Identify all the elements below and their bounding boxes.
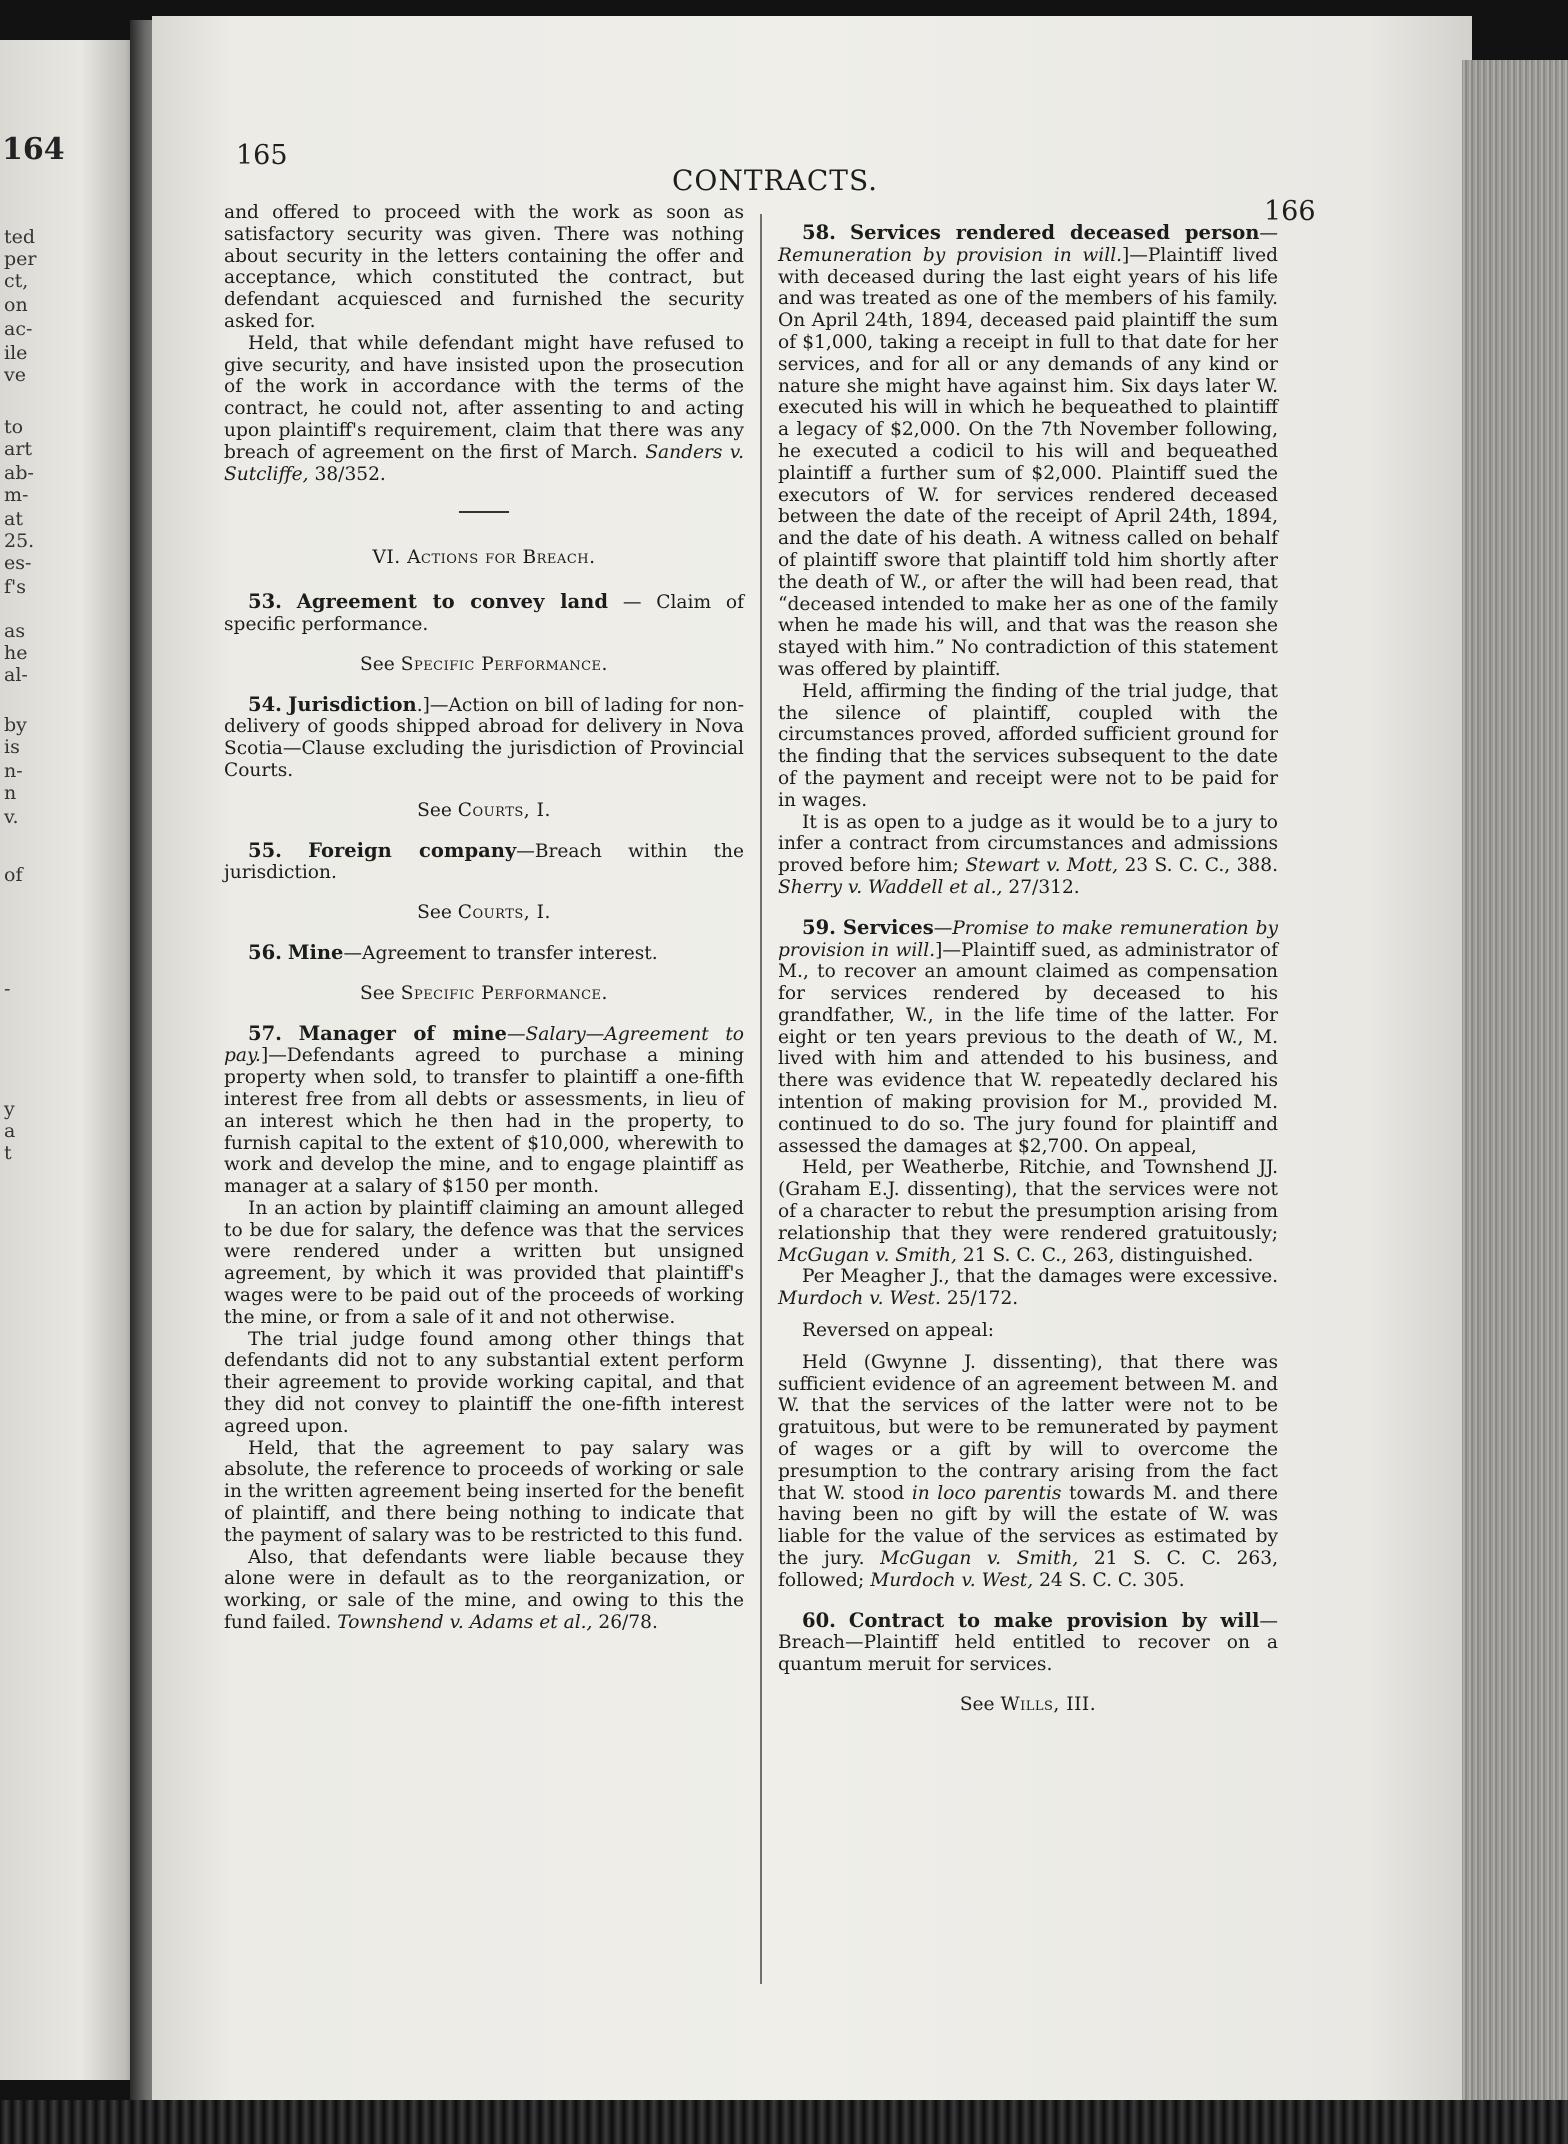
- margin-fragment: is: [4, 736, 20, 758]
- entry-text: —Breach within the jurisdiction.: [224, 840, 744, 884]
- margin-fragment: ve: [4, 364, 26, 386]
- case-name: Sanders v. Sutcliffe,: [224, 441, 744, 485]
- entry-heading: Services: [842, 915, 934, 939]
- page-number-right: 166: [1264, 196, 1316, 227]
- entry-number: 55.: [248, 838, 282, 862]
- section-rule: [459, 511, 509, 513]
- left-facing-page-number: 164: [2, 132, 65, 167]
- entry-text: —Breach—Plaintiff held entitled to recover on a quantum meruit for services.: [778, 1610, 1279, 1676]
- entry-59-paragraph-2: [778, 1157, 1278, 1266]
- case-name: Townshend v. Adams et al.,: [337, 1612, 593, 1634]
- entry-59-paragraph-5: [778, 1352, 1278, 1592]
- section-heading: VI. Actions for Breach.: [372, 547, 596, 569]
- entry-heading: Foreign company: [308, 838, 517, 862]
- margin-fragment: art: [4, 438, 33, 460]
- margin-fragment: ted: [4, 226, 36, 248]
- margin-fragment: he: [4, 642, 28, 664]
- entry-text: ]—Defendants agreed to purchase a mining property when sold, to transfer to plaintiff a one-fifth interest free from all debts or assessments, in lieu of an interest which he then had in the property, to furnish capital to the extent of $10,000, wherewith to work and develop the mine, and to engage plaintiff as manager at a salary of $150 per month.: [224, 1045, 744, 1198]
- case-citation: 21 S. C. C., 263, distinguished.: [962, 1244, 1254, 1266]
- case-citation: 27/312.: [1008, 876, 1080, 898]
- paragraph-text: Also, that defendants were liable because they alone were in default as to the reorganization, or working, or sale of the mine, and owing to this the fund failed.: [224, 1546, 744, 1634]
- latin-phrase: in loco parentis: [911, 1482, 1062, 1504]
- see-reference: Wills, III.: [1000, 1694, 1097, 1715]
- entry-heading: Jurisdiction: [288, 692, 417, 716]
- entry-heading: Mine: [287, 940, 344, 964]
- margin-fragment: n-: [4, 760, 23, 782]
- case-citation: 38/352.: [314, 463, 386, 485]
- entry-59-paragraph-4: Reversed on appeal:: [802, 1320, 995, 1342]
- margin-fragment: f's: [4, 576, 27, 598]
- paragraph-text: towards M. and there having been no gift by will the estate of W. was liable for the value of the services as estimated by the jury.: [778, 1482, 1278, 1570]
- entry-55: [224, 840, 744, 885]
- paragraph-text: Held, per Weatherbe, Ritchie, and Townshend JJ. (Graham E.J. dissenting), that the services were not of a character to rebut the presumption arising from relationship that they were rendered gratuitously;: [778, 1157, 1278, 1244]
- entry-number: 54.: [248, 692, 282, 716]
- cross-reference: [778, 1694, 1278, 1716]
- margin-fragment: es-: [4, 552, 32, 574]
- margin-fragment: v.: [4, 806, 19, 828]
- case-name: McGugan v. Smith,: [778, 1244, 957, 1266]
- margin-fragment: y: [4, 1098, 15, 1120]
- margin-fragment: ct,: [4, 270, 29, 292]
- margin-fragment: on: [4, 294, 28, 316]
- entry-59-paragraph-3: [778, 1266, 1278, 1310]
- margin-fragment: al-: [4, 664, 28, 686]
- entry-number: 57.: [248, 1021, 282, 1045]
- cross-reference: [224, 800, 744, 822]
- margin-fragment: m-: [4, 484, 29, 506]
- case-citation: 25/172.: [946, 1288, 1019, 1310]
- page-number-left: 165: [236, 140, 288, 171]
- entry-57-paragraph-2: In an action by plaintiff claiming an amount alleged to be due for salary, the defence was that the services were rendered under a written but unsigned agreement, by which it was provided that plaintiff's wages were to be paid out of the proceeds of working the mine, or from a sale of it and not otherwise.: [224, 1197, 744, 1328]
- running-title: CONTRACTS.: [672, 164, 879, 197]
- entry-57-paragraph-4: Held, that the agreement to pay salary was absolute, the reference to proceeds of working or sale in the written agreement being inserted for the benefit of plaintiff, and there being nothing to indicate that the payment of salary was to be restricted to this fund.: [224, 1437, 744, 1546]
- margin-fragment: as: [4, 620, 26, 642]
- see-reference: Courts, I.: [457, 902, 551, 924]
- margin-fragment: ile: [4, 342, 28, 364]
- entry-59: [778, 917, 1278, 1158]
- margin-fragment: by: [4, 714, 27, 736]
- paragraph-text: It is as open to a judge as it would be to a jury to infer a contract from circumstances and admissions proved before him;: [778, 811, 1278, 877]
- case-citation: 26/78.: [598, 1612, 658, 1634]
- entry-53: [224, 591, 744, 636]
- see-prefix: See: [959, 1694, 995, 1715]
- entry-heading: Manager of mine: [298, 1021, 507, 1045]
- right-column: [778, 222, 1278, 1734]
- entry-54: [224, 694, 744, 782]
- case-name: Murdoch v. West.: [778, 1288, 941, 1310]
- entry-56: [224, 942, 744, 965]
- margin-fragment: t: [4, 1142, 12, 1164]
- see-prefix: See: [417, 799, 452, 821]
- paragraph-text: Per Meagher J., that the damages were excessive.: [802, 1266, 1278, 1288]
- case-name: Murdoch v. West,: [870, 1569, 1034, 1591]
- case-citation: 24 S. C. C. 305.: [1039, 1569, 1185, 1591]
- case-name: Sherry v. Waddell et al.,: [778, 876, 1003, 898]
- case-citation: 23 S. C. C., 388.: [1124, 855, 1278, 877]
- entry-58-paragraph-3: [778, 812, 1278, 899]
- cross-reference: [224, 983, 744, 1005]
- margin-fragment: per: [4, 248, 37, 270]
- entry-number: 53.: [248, 590, 282, 614]
- entry-subject: —Salary—Agreement to pay.: [224, 1023, 744, 1067]
- margin-fragment: at: [4, 508, 23, 530]
- case-citation: 21 S. C. C. 263, followed;: [778, 1548, 1278, 1591]
- entry-subject: —Remuneration by provision in will.: [778, 223, 1278, 266]
- see-reference: Specific Performance.: [400, 982, 608, 1004]
- margin-fragment: to: [4, 416, 24, 438]
- column-divider: [760, 214, 762, 1984]
- cross-reference: [224, 654, 744, 676]
- entry-text: ]—Plaintiff lived with deceased during the last eight years of his life and was treated as one of the members of his family. On April 24th, 1894, deceased paid plaintiff the sum of $1,000, taking a receipt in full to that date for her services, and for all or any demands of any kind or nature she might have against him. Six days later W. executed his will in which he bequeathed to plaintiff a legacy of $2,000. On the 7th November following, he executed a codicil to his will and bequeathed plaintiff a further sum of $2,000. Plaintiff sued the executors of W. for services rendered deceased between the date of the receipt of April 24th, 1894, and the date of his death. A witness called on behalf of plaintiff swore that plaintiff told him shortly after the death of W., or after the will had been read, that “deceased intended to make her as one of the family when he made his will, and that was the reason she stayed with him.” No contradiction of this statement was offered by plaintiff.: [778, 244, 1278, 680]
- left-facing-page: [0, 40, 148, 2080]
- margin-fragment: n: [4, 782, 17, 804]
- entry-text: —Agreement to transfer interest.: [343, 942, 658, 964]
- entry-heading: Services rendered deceased person: [850, 221, 1260, 244]
- page-edges: [1462, 60, 1568, 2100]
- entry-subject: —Promise to make remuneration by provision in will.: [778, 917, 1278, 961]
- entry-number: 56.: [248, 940, 282, 964]
- entry-57-paragraph-5: [224, 1547, 744, 1634]
- see-prefix: See: [417, 902, 452, 924]
- margin-fragment: of: [4, 864, 23, 886]
- entry-number: 58.: [802, 221, 836, 244]
- margin-fragment: ab-: [4, 462, 34, 484]
- see-reference: Courts, I.: [457, 799, 551, 821]
- see-reference: Specific Performance.: [400, 653, 608, 675]
- book-bottom-edge: [0, 2100, 1568, 2144]
- holding-paragraph: [224, 333, 744, 486]
- case-name: McGugan v. Smith,: [880, 1548, 1079, 1570]
- entry-text: ]—Plaintiff sued, as administrator of M., to recover an amount claimed as compensation for services rendered by deceased to his grandfather, W., in the life time of the latter. For eight or ten years previous to the death of W., M. lived with him and attended to his business, and there was evidence that W. repeatedly declared his intention of making provision for M., provided M. continued to do so. The jury found for plaintiff and assessed the damages at $2,700. On appeal,: [778, 939, 1278, 1157]
- entry-58-paragraph-2: Held, affirming the finding of the trial judge, that the silence of plaintiff, coupled with the circumstances proved, afforded sufficient ground for the finding that the services subsequent to the date of the payment and receipt were not to be paid for in wages.: [778, 680, 1278, 811]
- entry-57: [224, 1023, 744, 1198]
- entry-number: 59.: [802, 915, 836, 939]
- entry-text: — Claim of specific performance.: [224, 592, 744, 635]
- continuation-paragraph: and offered to proceed with the work as soon as satisfactory security was given. There was nothing about security in the letters containing the offer and acceptance, which constituted the contract, but defendant acquiesced and furnished the security asked for.: [224, 202, 744, 332]
- paragraph-text: Held (Gwynne J. dissenting), that there was sufficient evidence of an agreement between M. and W. that the services of the latter were not to be gratuitous, but were to be remunerated by payment of wages or a gift by will to overcome the presumption to the contrary arising from the fact that W. stood: [778, 1351, 1278, 1504]
- entry-heading: Agreement to convey land: [296, 590, 608, 614]
- see-prefix: See: [360, 653, 395, 675]
- margin-fragment: -: [4, 978, 11, 1000]
- cross-reference: [224, 902, 744, 924]
- entry-number: 60.: [802, 1608, 836, 1632]
- left-column: [224, 202, 744, 1634]
- margin-fragment: 25.: [4, 530, 35, 552]
- margin-fragment: ac-: [4, 318, 33, 340]
- see-prefix: See: [360, 982, 395, 1004]
- entry-text: .]—Action on bill of lading for non-delivery of goods shipped abroad for delivery in Nova Scotia—Clause excluding the jurisdiction of Provincial Courts.: [224, 694, 744, 781]
- entry-58: [778, 222, 1278, 681]
- entry-57-paragraph-3: The trial judge found among other things that defendants did not to any substantial extent perform their agreement to provide working capital, and that they did not convey to plaintiff the one-fifth interest agreed upon.: [224, 1328, 744, 1437]
- entry-60: [778, 1610, 1278, 1676]
- entry-heading: Contract to make provision by will: [848, 1608, 1260, 1632]
- holding-text: Held, that while defendant might have refused to give security, and have insisted upon the prosecution of the work in accordance with the terms of the contract, he could not, after assenting to and acting upon plaintiff's requirement, claim that there was any breach of agreement on the first of March.: [224, 332, 744, 463]
- margin-fragment: a: [4, 1120, 16, 1142]
- case-name: Stewart v. Mott,: [965, 855, 1119, 877]
